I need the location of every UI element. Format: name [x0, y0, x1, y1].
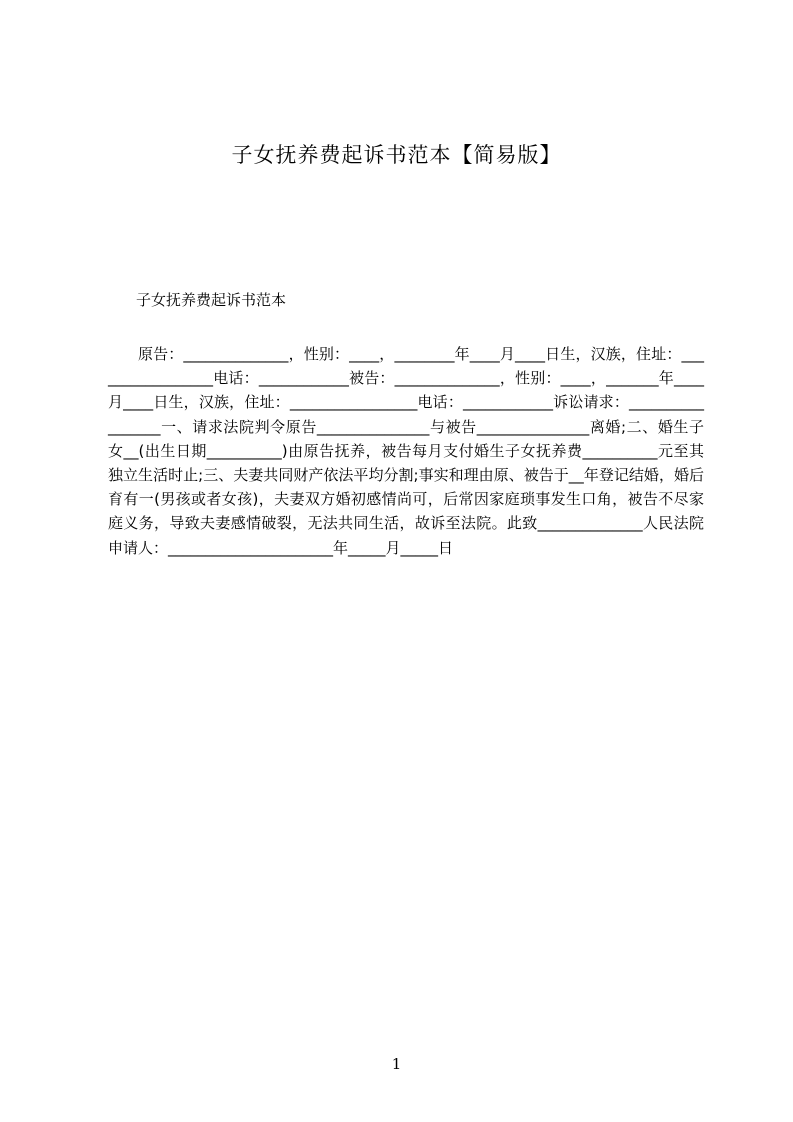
- page-number: 1: [391, 1055, 402, 1073]
- document-body-paragraph: 原告：______________，性别：____，________年____月____日生，汉族，住址：_________________电话：____________被告：______________，性别：____，_______年____月____日生，汉族，住址：_________________电话：____________诉讼请求：_________________一、请求法院判令原告_______________与被告_______________离婚;二、婚生子女__(出生日期__________)由原告抚养，被告每月支付婚生子女抚养费__________元至其独立生活时止;三、夫妻共同财产依法平均分割;事实和理由原、被告于__年登记结婚，婚后育有一(男孩或者女孩)，夫妻双方婚初感情尚可，后常因家庭琐事发生口角，被告不尽家庭义务，导致夫妻感情破裂，无法共同生活，故诉至法院。此致______________人民法院申请人：______________________年_____月_____日: [108, 345, 704, 557]
- document-subheading: 子女抚养费起诉书范本: [136, 291, 287, 309]
- document-title: 子女抚养费起诉书范本【简易版】: [231, 143, 562, 167]
